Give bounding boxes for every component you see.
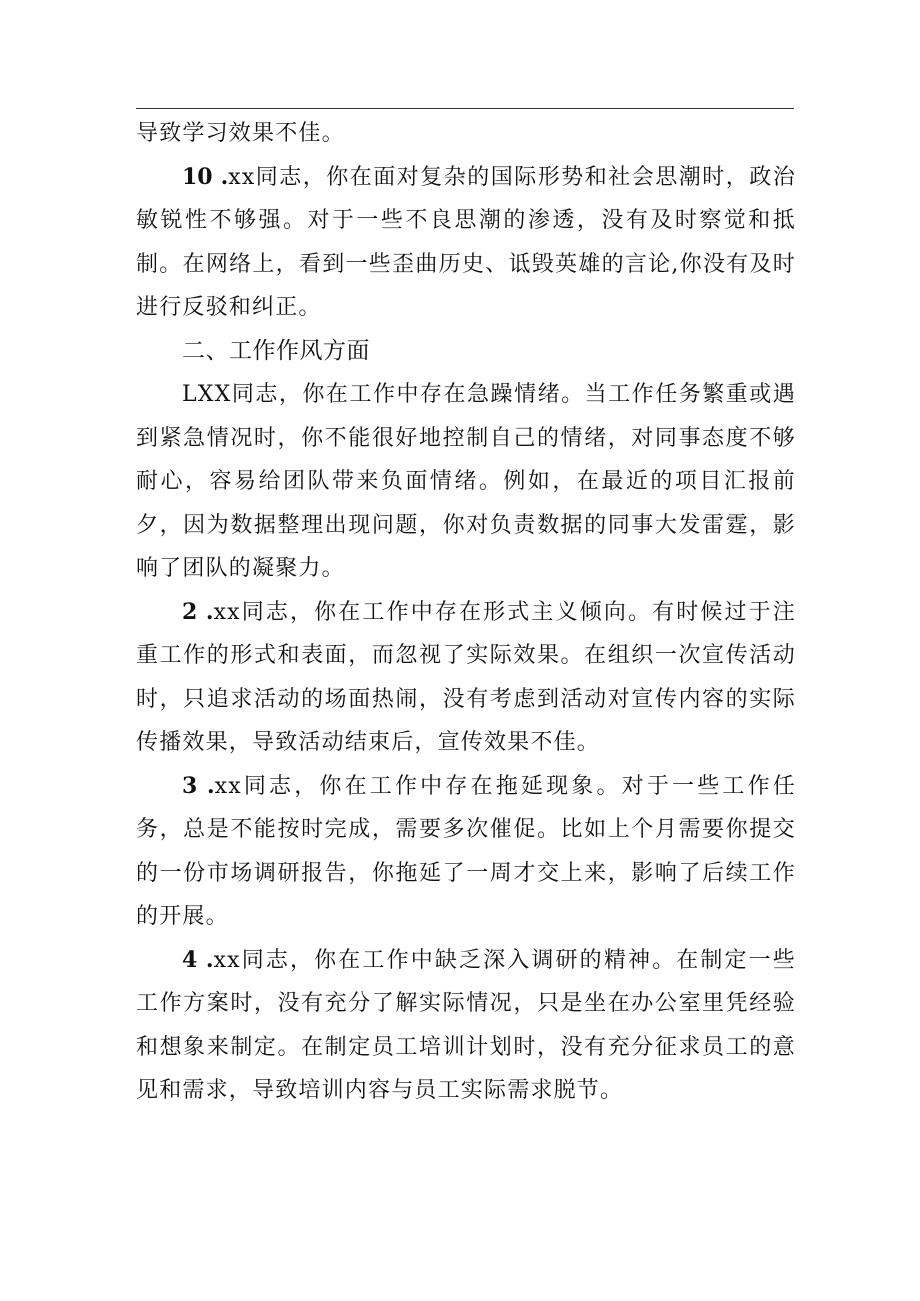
header-rule bbox=[136, 108, 794, 109]
paragraph-item-2 bbox=[136, 591, 796, 765]
item-number: 4 . bbox=[182, 946, 214, 973]
item-text: LXX同志，你在工作中存在急躁情绪。当工作任务繁重或遇到紧急情况时，你不能很好地控制自己的情绪，对同事态度不够耐心，容易给团队带来负面情绪。例如，在最近的项目汇报前夕，因为数据整理出现问题，你对负责数据的同事大发雷霆，影响了团队的凝聚力。 bbox=[136, 382, 796, 581]
paragraph-item-3 bbox=[136, 765, 796, 939]
item-text: xx同志，你在工作中存在形式主义倾向。有时候过于注重工作的形式和表面，而忽视了实际效果。在组织一次宣传活动时，只追求活动的场面热闹，没有考虑到活动对宣传内容的实际传播效果，导致活动结束后，宣传效果不佳。 bbox=[136, 599, 796, 755]
item-number: 3 . bbox=[182, 772, 215, 799]
paragraph-continuation: 导致学习效果不佳。 bbox=[136, 121, 345, 146]
item-number: 10 . bbox=[182, 163, 229, 190]
paragraph-item-4 bbox=[136, 939, 796, 1113]
paragraph-item-1 bbox=[136, 373, 796, 591]
section-heading: 二、工作作风方面 bbox=[182, 337, 370, 364]
item-text: xx同志，你在面对复杂的国际形势和社会思潮时，政治敏锐性不够强。对于一些不良思潮的渗透，没有及时察觉和抵制。在网络上，看到一些歪曲历史、诋毁英雄的言论,你没有及时进行反驳和纠正。 bbox=[136, 164, 796, 320]
item-text: xx同志，你在工作中缺乏深入调研的精神。在制定一些工作方案时，没有充分了解实际情况，只是坐在办公室里凭经验和想象来制定。在制定员工培训计划时，没有充分征求员工的意见和需求，导致培训内容与员工实际需求脱节。 bbox=[136, 947, 796, 1103]
item-text: xx同志，你在工作中存在拖延现象。对于一些工作任务，总是不能按时完成，需要多次催促。比如上个月需要你提交的一份市场调研报告，你拖延了一周才交上来，影响了后续工作的开展。 bbox=[136, 773, 796, 929]
item-number: 2 . bbox=[182, 598, 214, 625]
document-body bbox=[136, 112, 796, 1113]
paragraph-item-10 bbox=[136, 156, 796, 330]
